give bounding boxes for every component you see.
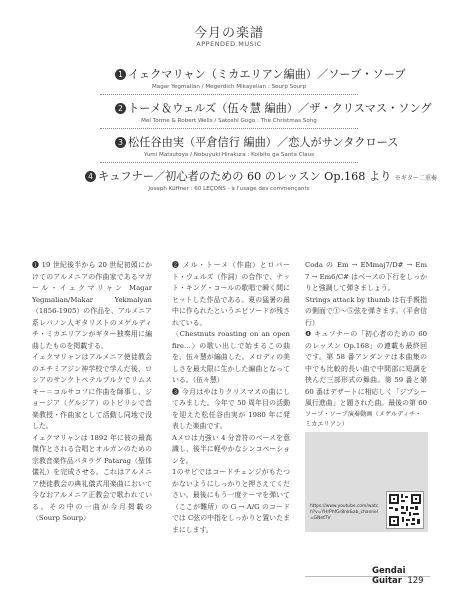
article-column-2 — [172, 260, 290, 565]
video-url[interactable]: https://www.youtube.com/watch?v=YHrPhfGr8nk&ab_channel=GNetTV — [310, 504, 379, 521]
article-text: ❶ 19 世紀後半から 20 世紀初頭にかけてのアルメニアの作曲家であるマガール・イェクマリャン Magar Yegmalian/Makar Yekmalyan（1856-1905）の作品を、アルメニア系レバノン人ギタリストのメゲルディチ・ミカエリアンがギター独奏用に編曲したものを掲載する。 イェクマリャンはアルメニア使徒教会のエチミアジン神学校で学んだ後、ロシアのサンクトペテルブルクでリムスキー＝コルサコフに作曲を師事し、ジョージア（グルジア）のトビリシで音楽教授・作曲家として活動し同地で没した。 イェクマリャンは 1892 年に彼の最高傑作とされる合唱とオルガンのための宗教音楽作品パタラグ Patarag（聖体儀礼）を完成させる。これはアルメニア使徒教会の典礼儀式用楽曲において今なおアルメニア正教会で歌われている。その中の一曲が今月掲載の〈Sourp Sourp〉 — [32, 261, 152, 522]
page-subtitle: APPENDED MUSIC — [196, 40, 262, 48]
entry-4-credits: Joseph Küffner : 60 LEÇONS - à l'usage des commençants — [148, 186, 310, 192]
entry-1-credits: Magar Yegmalian / Megerdich Mikayelian : Sourp Sourp — [151, 84, 307, 90]
entry-title-note: ※ギター二重奏 — [394, 175, 437, 182]
entry-number-badge: 1 — [115, 69, 126, 80]
entry-number-badge: 4 — [85, 171, 96, 182]
article-column-3 — [305, 260, 427, 410]
footer — [372, 566, 458, 586]
entry-title-text: トーメ＆ウェルズ（伍々慧 編曲）／ザ・クリスマス・ソング — [128, 102, 432, 115]
entry-title-text: イェクマリャン（ミカエリアン編曲）／ソーブ・ソーブ — [128, 68, 406, 81]
entry-1-title — [115, 66, 406, 82]
video-caption: ソーブ・ソーブ演奏動画（メゲルディチ・ミカエリアン） — [305, 411, 422, 428]
article-column-1 — [32, 260, 152, 565]
entry-2-credits: Mel Torme & Robert Wells / Satoshi Gogo : The Christmas Song — [141, 118, 317, 124]
entry-number-badge: 2 — [115, 103, 126, 114]
page-title: 今月の楽譜 — [193, 26, 264, 41]
divider — [100, 162, 358, 163]
divider — [100, 128, 358, 129]
article-text: Coda の Em → EMmaj7/D# → Em 7 → Em6/C# はベースの下行をしっかりと強調して弾きましょう。 Strings attack by thumb は右手親指の側面で①〜⑤弦を弾きます。（平倉信行） ❹ キュフナーの「初心者のための 60 のレッスン Op.168」の連載も最終回です。第 58 番アンダンテは本曲集の中でも比較的長い曲で中間部に短調を挟んだ三部形式の舞曲。第 59 番と第 60 番はデザートに相応しく「ジプシー風行進曲」と題された曲。最後の第 60 — [305, 261, 427, 407]
page-number: 129 — [407, 576, 424, 586]
footer-brand: Gendai Guitar — [372, 566, 406, 586]
entry-4-title — [85, 168, 437, 184]
article-text: ❷ メル・トーメ（作曲）とロバート・ウェルズ（作詞）の合作で、ナット・キング・コールの歌唱で瞬く間にヒットした作品である。夏の猛暑の最中に作られたというエピソードが残されている。 〈Chestnuts roasting on an open fire…〉の歌い出しで始まるこの曲を、伍々慧が編曲した。メロディの美しさを最大限に生かした編曲となっている。（伍々慧） ❸ 今月はやはりクリスマスの曲にしてみました。今年で 50 周年目の活動を迎えた松任谷由実が 1980 年に発表した楽曲です。 Aメロは力強い 4 分音符のベースを意識し、後半に軽やかなシンコペーションを。 1のサビではコードチェンジがもたつかないようにしっかりと押さえてください。最後にもう一度テーマを弾いて（ここが難所）の G → A/G のコードでは C弦の中指をしっかりと置いたままにします。 — [172, 261, 290, 534]
entry-title-text: キュフナー／初心者のための 60 のレッスン Op.168 より — [98, 170, 392, 183]
divider — [100, 94, 358, 95]
entry-title-text: 松任谷由実（平倉信行 編曲）／恋人がサンタクロース — [128, 136, 399, 149]
qr-code-icon[interactable] — [386, 491, 424, 529]
entry-2-title — [115, 100, 432, 116]
entry-3-credits: Yumi Matsutoya / Nobuyuki Hirakura : Koibito ga Santa Claus — [143, 152, 315, 158]
entry-3-title — [115, 134, 399, 150]
entry-number-badge: 3 — [115, 137, 126, 148]
